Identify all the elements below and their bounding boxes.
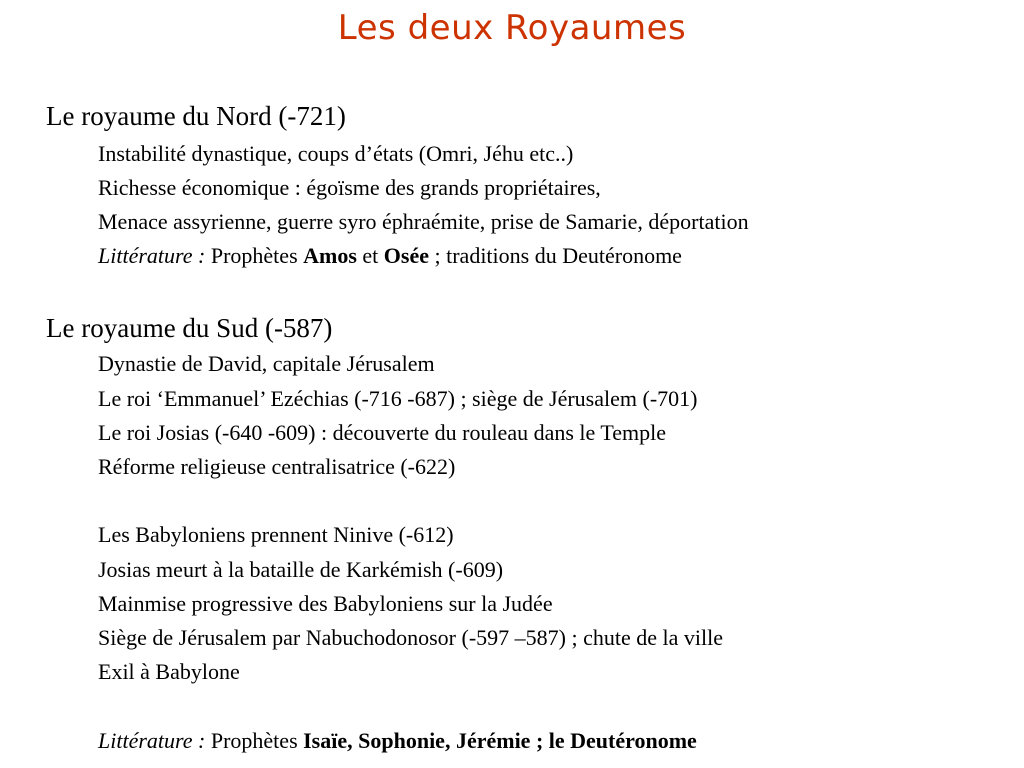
sud-line-6: Josias meurt à la bataille de Karkémish (-609) [98, 557, 504, 582]
sud-line-5: Les Babyloniens prennent Ninive (-612) [98, 522, 454, 547]
osee: Osée [383, 243, 429, 268]
nord-line-3: Menace assyrienne, guerre syro éphraémite, prise de Samarie, déportation [98, 209, 749, 234]
sud-line-7: Mainmise progressive des Babyloniens sur la Judée [98, 591, 553, 616]
sud-line-1: Dynastie de David, capitale Jérusalem [98, 351, 435, 376]
litterature-prefix: Prophètes [205, 728, 304, 753]
litterature-label: Littérature : [98, 728, 206, 753]
sud-line-9: Exil à Babylone [98, 659, 240, 684]
et: et [356, 243, 384, 268]
sud-line-3: Le roi Josias (-640 -609) : découverte du rouleau dans le Temple [98, 420, 667, 445]
heading-nord: Le royaume du Nord (-721) [46, 101, 346, 131]
slide-title: Les deux Royaumes [337, 8, 687, 48]
sud-line-2: Le roi ‘Emmanuel’ Ezéchias (-716 -687) ; siège de Jérusalem (-701) [98, 386, 698, 411]
nord-line-1: Instabilité dynastique, coups d’états (Omri, Jéhu etc..) [98, 141, 574, 166]
sud-line-4: Réforme religieuse centralisatrice (-622) [98, 454, 456, 479]
amos: Amos [303, 243, 357, 268]
litterature-prefix: Prophètes [205, 243, 304, 268]
litterature-suffix: ; traditions du Deutéronome [429, 243, 682, 268]
heading-sud: Le royaume du Sud (-587) [46, 313, 333, 343]
sud-line-8: Siège de Jérusalem par Nabuchodonosor (-597 –587) ; chute de la ville [98, 625, 723, 650]
nord-line-2: Richesse économique : égoïsme des grands propriétaires, [98, 175, 601, 200]
sud-litterature [98, 727, 697, 755]
litterature-label: Littérature : [98, 243, 206, 268]
nord-litterature [98, 242, 682, 270]
litterature-prophets: Isaïe, Sophonie, Jérémie ; le Deutéronome [303, 728, 697, 753]
